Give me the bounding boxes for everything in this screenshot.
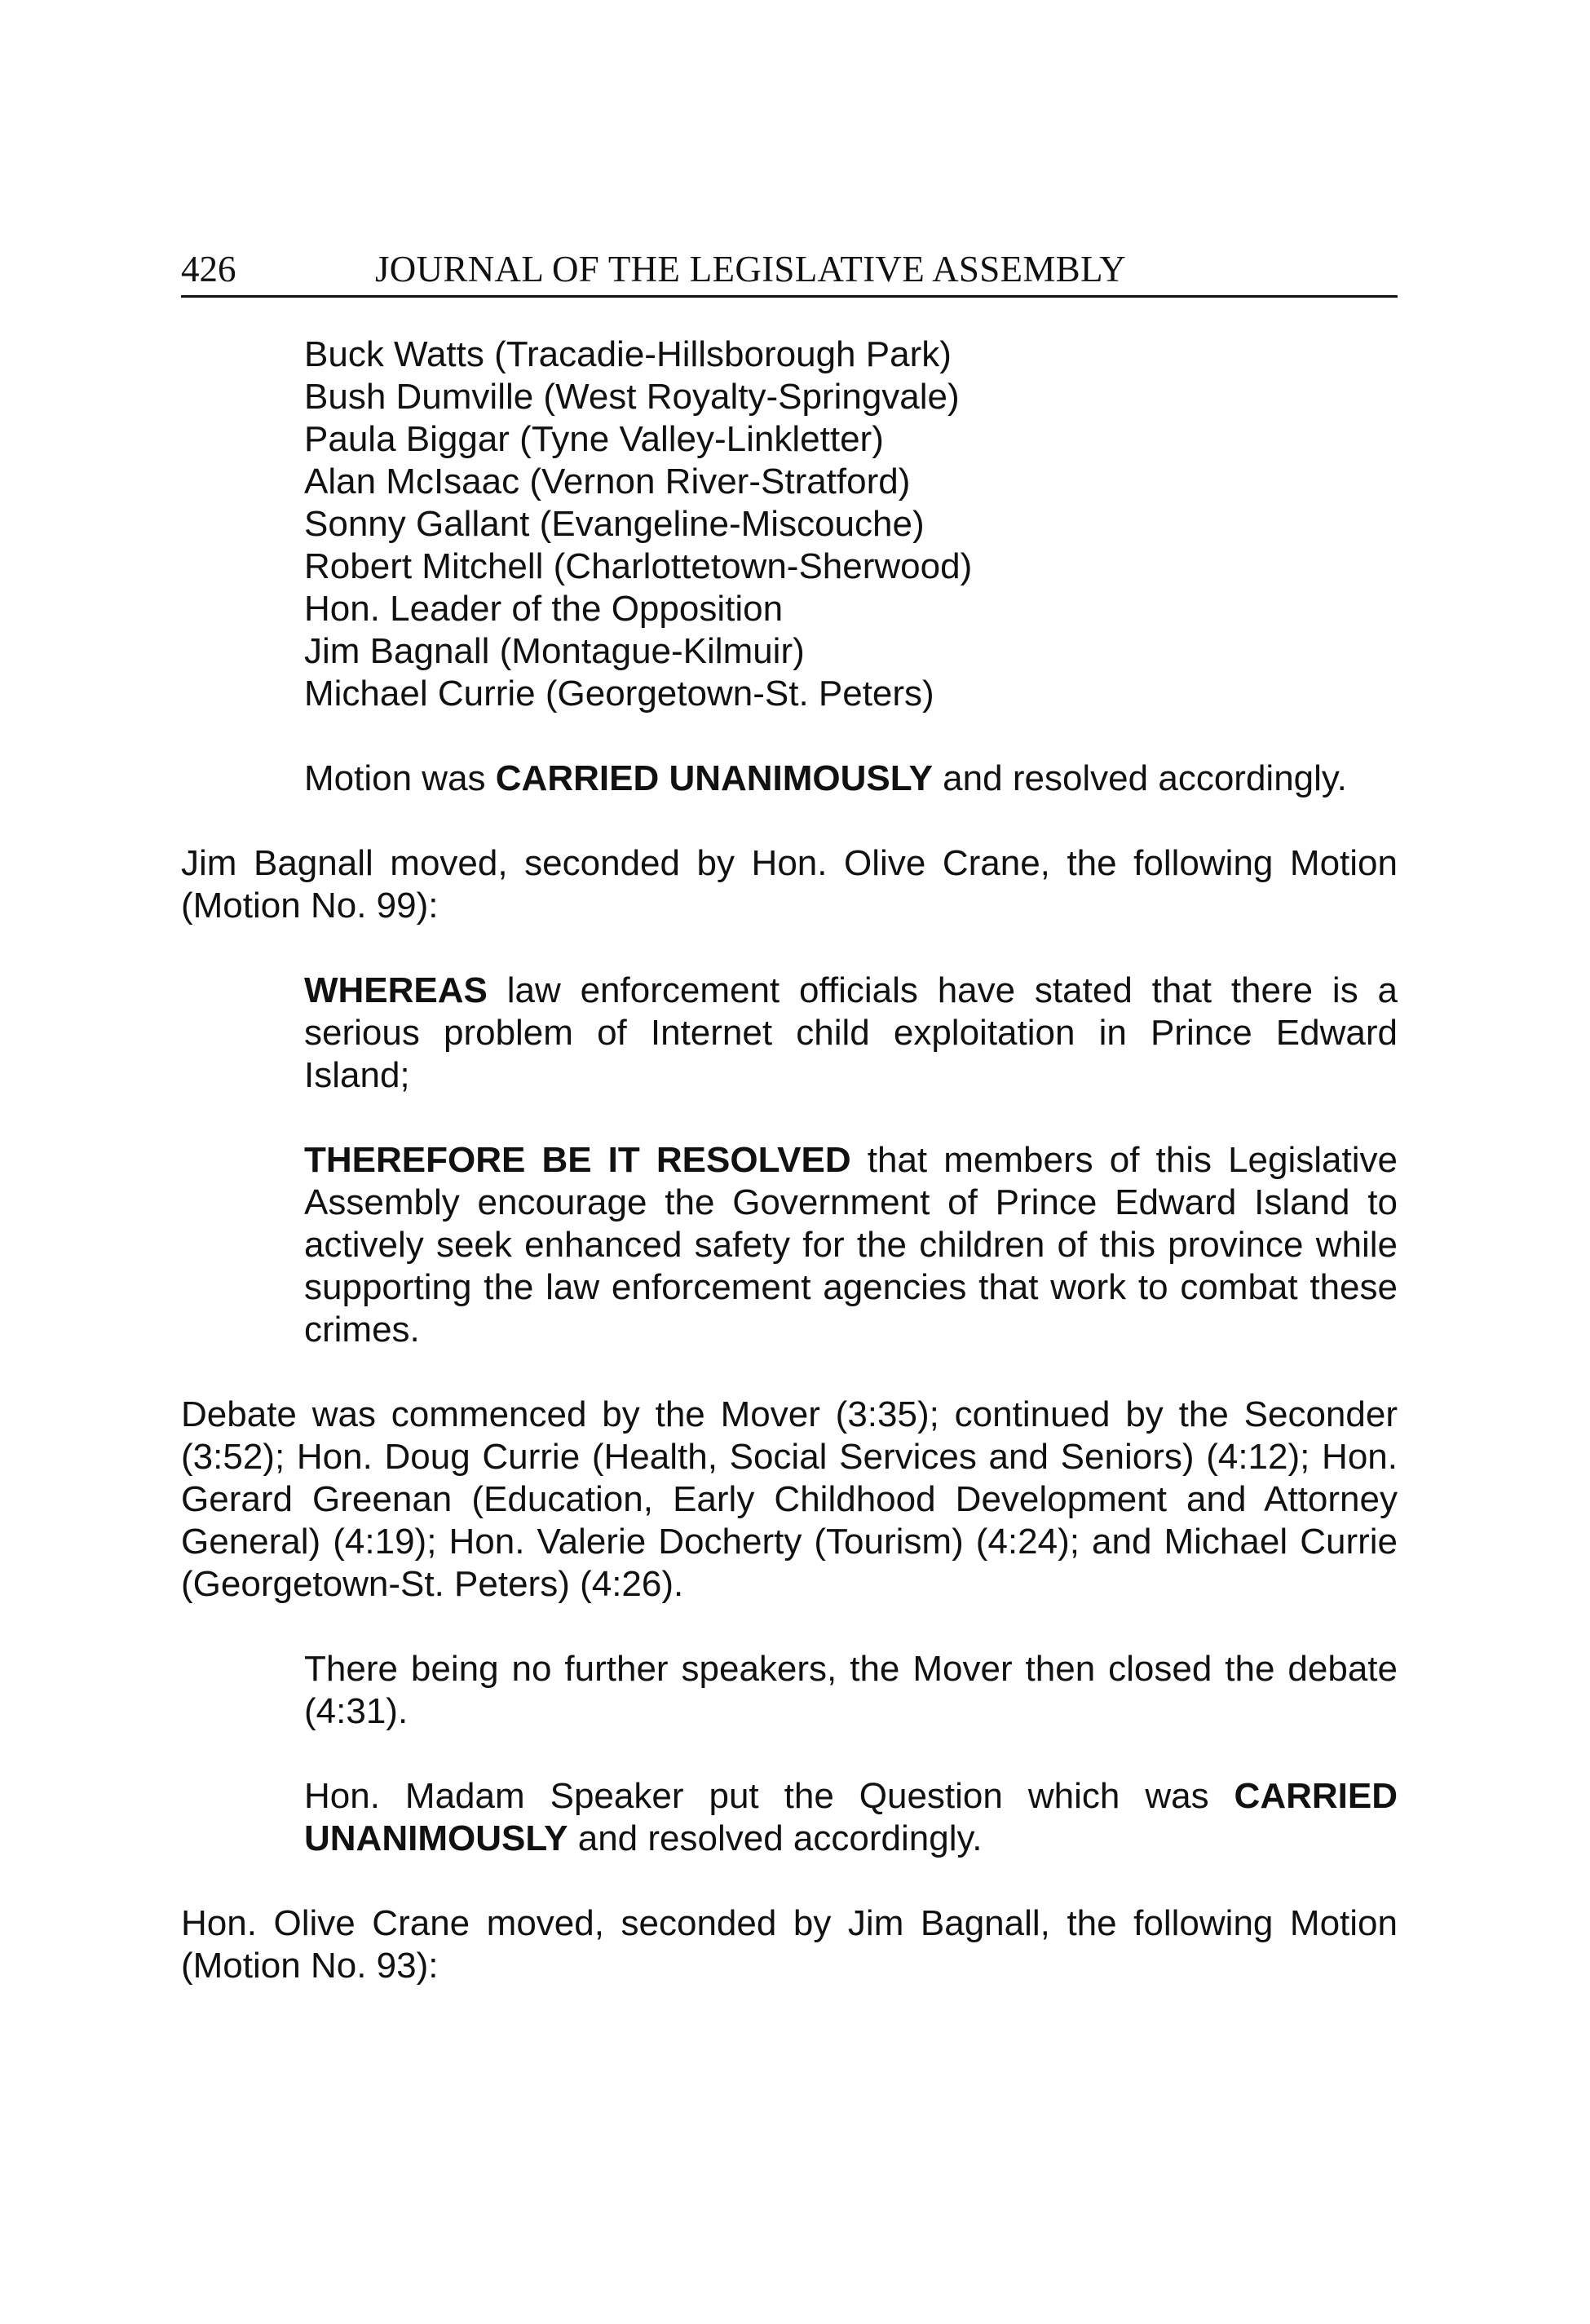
member-item: Jim Bagnall (Montague-Kilmuir) <box>304 631 805 671</box>
question-emphasis: CARRIED UNANIMOUSLY <box>304 1776 1398 1858</box>
debate-paragraph: Debate was commenced by the Mover (3:35); continued by the Seconder (3:52); Hon. Doug Currie (Health, Social Services and Seniors) (4:12); Hon. Gerard Greenan (Education, Early Childhood Development and Attorney General) (4:19); Hon. Valerie Docherty (Tourism) (4:24); and Michael Currie (Georgetown-St. Peters) (4:26). <box>181 1394 1398 1604</box>
whereas-clause <box>304 970 1398 1097</box>
member-item: Paula Biggar (Tyne Valley-Linkletter) <box>304 419 884 459</box>
page-number: 426 <box>181 249 236 289</box>
member-item: Buck Watts (Tracadie-Hillsborough Park) <box>304 334 952 374</box>
member-item: Robert Mitchell (Charlottetown-Sherwood) <box>304 546 973 586</box>
result-emphasis: CARRIED UNANIMOUSLY <box>495 758 933 798</box>
running-title: JOURNAL OF THE LEGISLATIVE ASSEMBLY <box>375 249 1127 289</box>
question-result-paragraph <box>304 1775 1398 1860</box>
member-item: Sonny Gallant (Evangeline-Miscouche) <box>304 504 925 544</box>
result-text-post: and resolved accordingly. <box>932 758 1347 798</box>
resolved-text: that members of this Legislative Assembly encourage the Government of Prince Edward Island to actively seek enhanced safety for the children of this province while supporting the law enforcement agencies that work to combat these crimes. <box>304 1140 1398 1350</box>
question-text-post: and resolved accordingly. <box>568 1818 983 1858</box>
member-item: Hon. Leader of the Opposition <box>304 589 784 629</box>
result-text-pre: Motion was <box>304 758 496 798</box>
member-list <box>304 334 1397 715</box>
motion-99-intro: Jim Bagnall moved, seconded by Hon. Olive Crane, the following Motion (Motion No. 99): <box>181 843 1398 926</box>
motion-93-intro: Hon. Olive Crane moved, seconded by Jim Bagnall, the following Motion (Motion No. 93): <box>181 1903 1398 1986</box>
member-item: Alan McIsaac (Vernon River-Stratford) <box>304 462 911 501</box>
resolved-clause <box>304 1139 1398 1351</box>
member-item: Michael Currie (Georgetown-St. Peters) <box>304 674 934 714</box>
whereas-text: law enforcement officials have stated that there is a serious problem of Internet child exploitation in Prince Edward Island; <box>304 970 1398 1095</box>
resolved-keyword: THEREFORE BE IT RESOLVED <box>304 1140 851 1180</box>
whereas-keyword: WHEREAS <box>304 970 488 1010</box>
debate-closed-paragraph: There being no further speakers, the Mover then closed the debate (4:31). <box>304 1649 1398 1731</box>
page-header <box>181 243 1398 298</box>
motion-result-paragraph <box>304 758 1398 800</box>
member-item: Bush Dumville (West Royalty-Springvale) <box>304 377 960 417</box>
question-text-pre: Hon. Madam Speaker put the Question which was <box>304 1776 1234 1816</box>
